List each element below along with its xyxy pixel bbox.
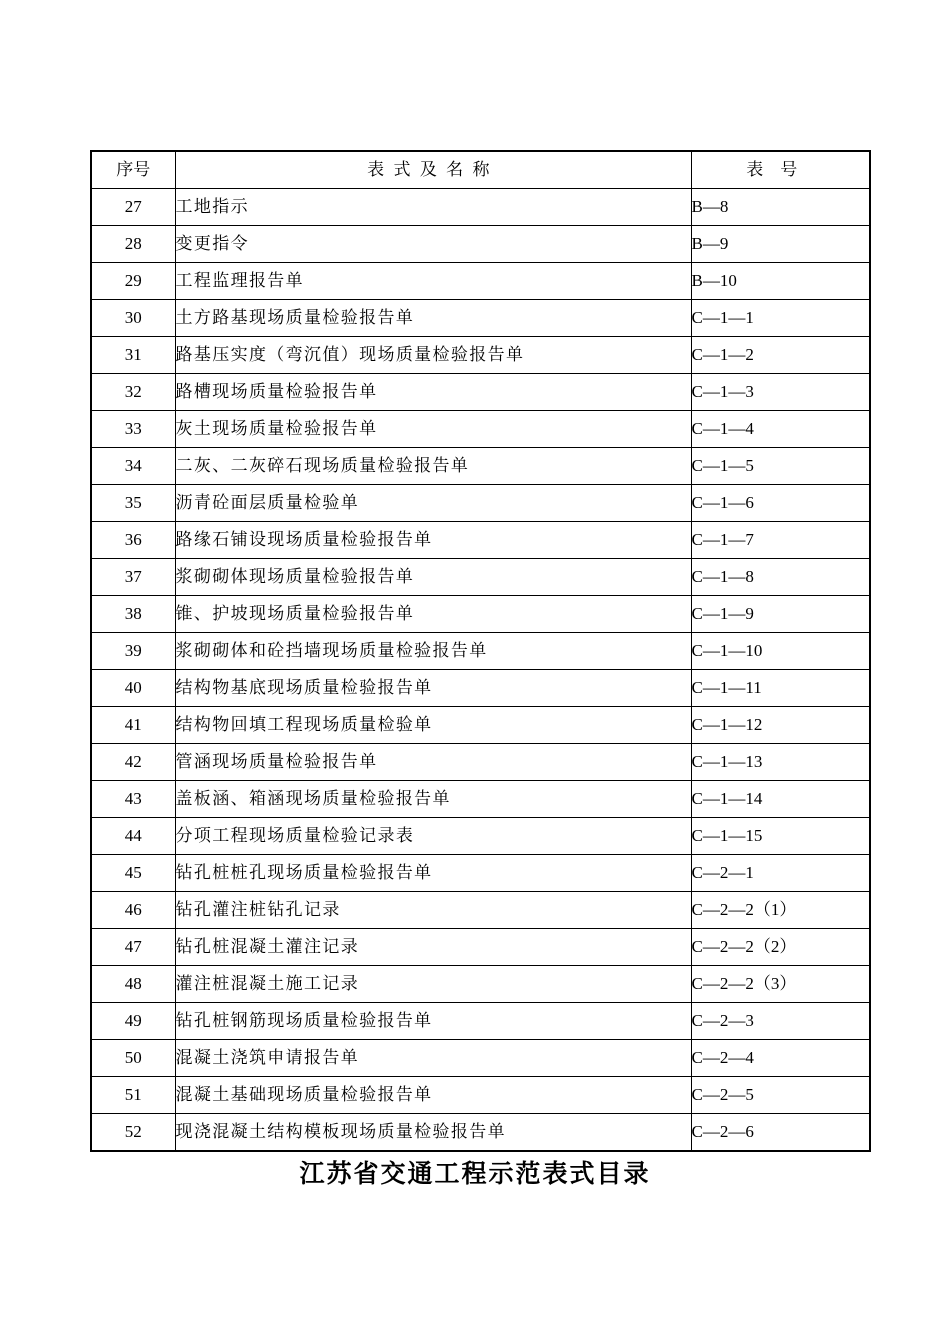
table-row bbox=[91, 337, 870, 374]
row-form-name: 浆砌砌体和砼挡墙现场质量检验报告单 bbox=[175, 633, 691, 670]
forms-index-table bbox=[90, 150, 871, 1152]
row-form-name: 路缘石铺设现场质量检验报告单 bbox=[175, 522, 691, 559]
row-form-code: C—1—2 bbox=[691, 337, 870, 374]
header-serial-number: 序号 bbox=[91, 151, 175, 189]
row-form-name: 路基压实度（弯沉值）现场质量检验报告单 bbox=[175, 337, 691, 374]
row-serial-number: 49 bbox=[91, 1003, 175, 1040]
row-form-code: C—2—4 bbox=[691, 1040, 870, 1077]
row-form-name: 灰土现场质量检验报告单 bbox=[175, 411, 691, 448]
row-form-name: 盖板涵、箱涵现场质量检验报告单 bbox=[175, 781, 691, 818]
row-form-code: C—1—9 bbox=[691, 596, 870, 633]
row-form-code: C—2—1 bbox=[691, 855, 870, 892]
row-form-name: 分项工程现场质量检验记录表 bbox=[175, 818, 691, 855]
row-form-code: B—10 bbox=[691, 263, 870, 300]
table-row bbox=[91, 189, 870, 226]
row-form-name: 土方路基现场质量检验报告单 bbox=[175, 300, 691, 337]
table-row bbox=[91, 1040, 870, 1077]
table-row bbox=[91, 300, 870, 337]
row-serial-number: 36 bbox=[91, 522, 175, 559]
table-row bbox=[91, 226, 870, 263]
row-serial-number: 30 bbox=[91, 300, 175, 337]
row-serial-number: 51 bbox=[91, 1077, 175, 1114]
table-row bbox=[91, 485, 870, 522]
row-form-name: 现浇混凝土结构模板现场质量检验报告单 bbox=[175, 1114, 691, 1152]
row-form-code: C—1—14 bbox=[691, 781, 870, 818]
table-row bbox=[91, 633, 870, 670]
table-row bbox=[91, 1003, 870, 1040]
row-form-name: 沥青砼面层质量检验单 bbox=[175, 485, 691, 522]
row-form-code: B—8 bbox=[691, 189, 870, 226]
table-row bbox=[91, 966, 870, 1003]
table-row bbox=[91, 707, 870, 744]
row-serial-number: 34 bbox=[91, 448, 175, 485]
row-form-name: 工地指示 bbox=[175, 189, 691, 226]
row-serial-number: 46 bbox=[91, 892, 175, 929]
table-row bbox=[91, 929, 870, 966]
row-form-name: 变更指令 bbox=[175, 226, 691, 263]
row-serial-number: 28 bbox=[91, 226, 175, 263]
page-title: 江苏省交通工程示范表式目录 bbox=[299, 1159, 651, 1188]
table-row bbox=[91, 1114, 870, 1152]
row-form-code: C—1—3 bbox=[691, 374, 870, 411]
row-serial-number: 39 bbox=[91, 633, 175, 670]
row-serial-number: 43 bbox=[91, 781, 175, 818]
row-form-name: 结构物回填工程现场质量检验单 bbox=[175, 707, 691, 744]
table-row bbox=[91, 670, 870, 707]
table-row bbox=[91, 411, 870, 448]
row-serial-number: 35 bbox=[91, 485, 175, 522]
table-row bbox=[91, 448, 870, 485]
row-serial-number: 37 bbox=[91, 559, 175, 596]
row-serial-number: 33 bbox=[91, 411, 175, 448]
row-form-name: 路槽现场质量检验报告单 bbox=[175, 374, 691, 411]
row-form-code: C—1—13 bbox=[691, 744, 870, 781]
row-form-code: C—1—4 bbox=[691, 411, 870, 448]
row-serial-number: 41 bbox=[91, 707, 175, 744]
row-serial-number: 32 bbox=[91, 374, 175, 411]
header-form-code: 表号 bbox=[691, 151, 870, 189]
row-form-name: 混凝土浇筑申请报告单 bbox=[175, 1040, 691, 1077]
row-form-code: C—1—5 bbox=[691, 448, 870, 485]
row-form-name: 结构物基底现场质量检验报告单 bbox=[175, 670, 691, 707]
row-form-code: C—1—12 bbox=[691, 707, 870, 744]
table-body bbox=[91, 189, 870, 1152]
table-row bbox=[91, 559, 870, 596]
row-serial-number: 47 bbox=[91, 929, 175, 966]
row-serial-number: 27 bbox=[91, 189, 175, 226]
row-serial-number: 52 bbox=[91, 1114, 175, 1152]
table-row bbox=[91, 818, 870, 855]
row-serial-number: 45 bbox=[91, 855, 175, 892]
row-serial-number: 40 bbox=[91, 670, 175, 707]
row-form-name: 浆砌砌体现场质量检验报告单 bbox=[175, 559, 691, 596]
row-form-name: 二灰、二灰碎石现场质量检验报告单 bbox=[175, 448, 691, 485]
row-form-code: B—9 bbox=[691, 226, 870, 263]
table-row bbox=[91, 892, 870, 929]
table-header-row bbox=[91, 151, 870, 189]
row-form-code: C—2—6 bbox=[691, 1114, 870, 1152]
row-form-code: C—1—6 bbox=[691, 485, 870, 522]
row-serial-number: 44 bbox=[91, 818, 175, 855]
table-row bbox=[91, 1077, 870, 1114]
row-form-name: 钻孔桩桩孔现场质量检验报告单 bbox=[175, 855, 691, 892]
table-row bbox=[91, 374, 870, 411]
row-serial-number: 50 bbox=[91, 1040, 175, 1077]
row-form-name: 混凝土基础现场质量检验报告单 bbox=[175, 1077, 691, 1114]
row-serial-number: 42 bbox=[91, 744, 175, 781]
table-row bbox=[91, 744, 870, 781]
table-row bbox=[91, 522, 870, 559]
row-form-code: C—1—15 bbox=[691, 818, 870, 855]
row-form-name: 钻孔桩混凝土灌注记录 bbox=[175, 929, 691, 966]
row-form-code: C—2—2（3） bbox=[691, 966, 870, 1003]
row-serial-number: 29 bbox=[91, 263, 175, 300]
row-serial-number: 31 bbox=[91, 337, 175, 374]
row-form-code: C—1—10 bbox=[691, 633, 870, 670]
header-form-name: 表式及名称 bbox=[175, 151, 691, 189]
row-form-code: C—2—5 bbox=[691, 1077, 870, 1114]
row-form-name: 灌注桩混凝土施工记录 bbox=[175, 966, 691, 1003]
row-serial-number: 48 bbox=[91, 966, 175, 1003]
row-form-code: C—1—7 bbox=[691, 522, 870, 559]
table-row bbox=[91, 855, 870, 892]
row-form-code: C—2—2（2） bbox=[691, 929, 870, 966]
row-form-code: C—2—3 bbox=[691, 1003, 870, 1040]
row-serial-number: 38 bbox=[91, 596, 175, 633]
row-form-name: 锥、护坡现场质量检验报告单 bbox=[175, 596, 691, 633]
table-row bbox=[91, 596, 870, 633]
row-form-code: C—1—1 bbox=[691, 300, 870, 337]
row-form-code: C—1—8 bbox=[691, 559, 870, 596]
row-form-code: C—2—2（1） bbox=[691, 892, 870, 929]
row-form-name: 钻孔桩钢筋现场质量检验报告单 bbox=[175, 1003, 691, 1040]
row-form-code: C—1—11 bbox=[691, 670, 870, 707]
table-row bbox=[91, 263, 870, 300]
row-form-name: 管涵现场质量检验报告单 bbox=[175, 744, 691, 781]
table-row bbox=[91, 781, 870, 818]
row-form-name: 工程监理报告单 bbox=[175, 263, 691, 300]
row-form-name: 钻孔灌注桩钻孔记录 bbox=[175, 892, 691, 929]
